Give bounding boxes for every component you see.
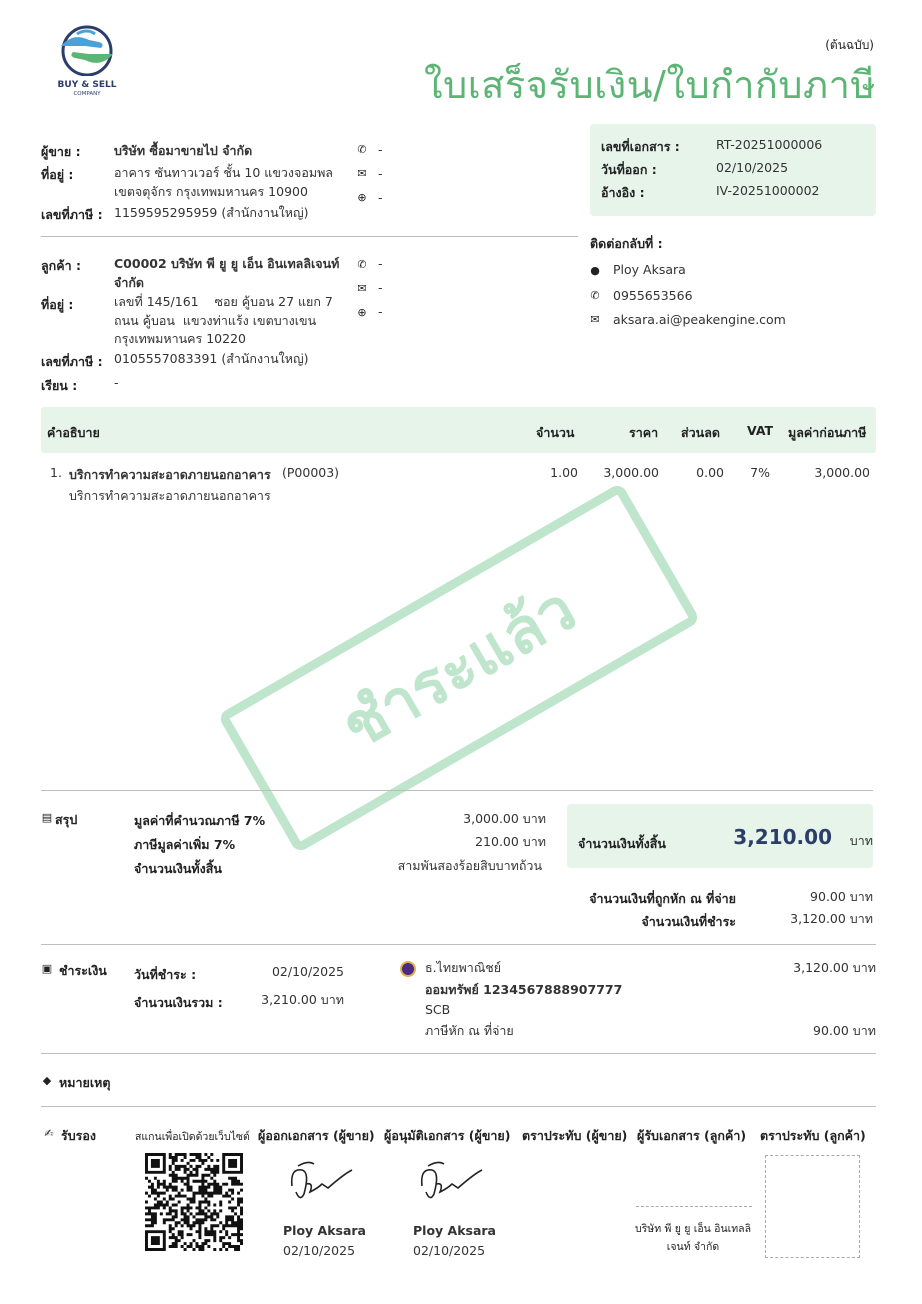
contact-phone: 0955653566 [613,288,693,303]
payment-wht-label: ภาษีหัก ณ ที่จ่าย [425,1023,514,1038]
col-quantity: จำนวน [536,425,575,440]
issuer-signature [288,1158,358,1208]
customer-stamp-box [765,1155,860,1258]
paid-stamp-text: ชำระแล้ว [329,571,588,764]
item-code: (P00003) [282,465,340,480]
wht-amount: 90.00 บาท [810,889,873,904]
table-row [41,463,876,511]
payment-sum-label: จำนวนเงินรวม : [134,995,223,1010]
customer-taxid-label: เลขที่ภาษี : [41,354,103,369]
seller-email: - [378,166,383,181]
seller-address-label: ที่อยู่ : [41,167,74,182]
payable-label: จำนวนเงินที่ชำระ [641,914,736,929]
qr-label: สแกนเพื่อเปิดด้วยเว็บไซต์ [135,1131,250,1143]
col-price: ราคา [629,425,659,440]
row-number: 1. [50,465,62,480]
wht-label: จำนวนเงินที่ถูกหัก ณ ที่จ่าย [589,891,736,906]
receiver-company-line1: บริษัท พี ยู ยู เอ็น อินเทลลิ [635,1223,751,1235]
seller-taxid-label: เลขที่ภาษี : [41,207,103,222]
company-logo [55,24,119,80]
handshake-logo-icon [55,24,119,76]
item-discount: 0.00 [696,465,724,480]
seller-label: ผู้ขาย : [41,144,81,159]
approver-name: Ploy Aksara [413,1223,496,1238]
reference: IV-20251000002 [716,183,820,198]
item-price: 3,000.00 [603,465,659,480]
item-detail: บริการทำความสะอาดภายนอกอาคาร [69,488,271,503]
issuer-label: ผู้ออกเอกสาร (ผู้ขาย) [258,1128,375,1143]
seller-phone: - [378,142,383,157]
divider [41,1106,876,1107]
bank-amount: 3,120.00 บาท [793,960,876,975]
customer-address-label: ที่อยู่ : [41,297,74,312]
globe-icon: ⊕ [357,306,367,319]
customer-phone: - [378,256,383,271]
divider [41,236,578,237]
payment-sum: 3,210.00 บาท [261,992,344,1007]
reference-label: อ้างอิง : [601,185,645,200]
payment-wht-amount: 90.00 บาท [813,1023,876,1038]
payment-date-label: วันที่ชำระ : [134,967,197,982]
logo-subtext: COMPANY [73,91,101,97]
seller-address-line1: อาคาร ซันทาวเวอร์ ชั้น 10 แขวงจอมพล [114,165,333,180]
vatable-amount: 3,000.00 บาท [463,811,546,826]
clipboard-icon: ▤ [41,811,53,824]
item-vat: 7% [750,465,770,480]
col-amount: มูลค่าก่อนภาษี [788,425,867,440]
bank-account: ออมทรัพย์ 1234567888907777 [425,982,623,997]
customer-taxid: 0105557083391 (สำนักงานใหญ่) [114,351,309,366]
seller-address-line2: เขตจตุจักร กรุงเทพมหานคร 10900 [114,184,308,199]
customer-stamp-label: ตราประทับ (ลูกค้า) [760,1128,866,1143]
receiver-signature-line [636,1206,752,1207]
envelope-icon: ✉ [590,313,600,326]
phone-icon: ✆ [357,143,367,156]
envelope-icon: ✉ [357,282,367,295]
customer-email: - [378,280,383,295]
items-table-header [41,407,876,453]
seller-web: - [378,190,383,205]
doc-number-label: เลขที่เอกสาร : [601,139,680,154]
phone-icon: ✆ [590,289,600,302]
grand-total-unit: บาท [849,833,873,848]
phone-icon: ✆ [357,258,367,271]
approver-signature [418,1158,488,1208]
vat-label: ภาษีมูลค่าเพิ่ม 7% [134,837,236,852]
document-title: ใบเสร็จรับเงิน/ใบกำกับภาษี [424,63,876,107]
seller-taxid: 1159595295959 (สำนักงานใหญ่) [114,205,309,220]
bank-name: ธ.ไทยพาณิชย์ [425,960,502,975]
issuer-date: 02/10/2025 [283,1243,356,1258]
customer-address-line1: เลขที่ 145/161 ซอย คู้บอน 27 แยก 7 [114,294,333,309]
customer-name-line2: จำกัด [114,275,145,290]
doc-number: RT-20251000006 [716,137,823,152]
item-amount: 3,000.00 [814,465,870,480]
contact-email: aksara.ai@peakengine.com [613,312,786,327]
seller-name: บริษัท ซื้อมาขายไป จำกัด [114,143,253,158]
globe-icon: ⊕ [357,191,367,204]
col-description: คำอธิบาย [47,425,100,440]
customer-address-line3: กรุงเทพมหานคร 10220 [114,331,246,346]
customer-address-line2: ถนน คู้บอน แขวงท่าแร้ง เขตบางเขน [114,313,317,328]
customer-web: - [378,304,383,319]
payable-amount: 3,120.00 บาท [790,911,873,926]
logo-text: BUY & SELL [57,80,117,90]
col-discount: ส่วนลด [681,425,720,440]
receiver-label: ผู้รับเอกสาร (ลูกค้า) [637,1128,747,1143]
notes-title: หมายเหตุ [59,1075,111,1090]
divider [41,944,876,945]
approval-title: รับรอง [61,1128,96,1143]
contact-name: Ploy Aksara [613,262,686,277]
payment-date: 02/10/2025 [271,964,344,979]
item-name: บริการทำความสะอาดภายนอกอาคาร [69,467,271,482]
signature-icon [418,1158,488,1204]
item-quantity: 1.00 [550,465,578,480]
signature-icon [288,1158,358,1204]
total-label: จำนวนเงินทั้งสิ้น [134,861,222,876]
bank-code: SCB [425,1002,451,1017]
summary-title: สรุป [55,812,78,827]
signature-icon: ✍ [44,1127,54,1140]
copy-label: (ต้นฉบับ) [825,38,874,52]
seller-stamp-label: ตราประทับ (ผู้ขาย) [522,1128,628,1143]
col-vat: VAT [747,423,774,438]
envelope-icon: ✉ [357,167,367,180]
approver-date: 02/10/2025 [413,1243,486,1258]
qr-code[interactable] [145,1153,243,1251]
customer-attn: - [114,375,119,390]
divider [41,1053,876,1054]
contact-label: ติดต่อกลับที่ : [590,236,663,251]
paid-stamp [217,482,701,854]
total-in-words: สามพันสองร้อยสิบบาทถ้วน [397,858,542,873]
cash-icon: ▣ [41,962,53,975]
customer-name-line1: C00002 บริษัท พี ยู ยู เอ็น อินเทลลิเจนท์ [114,256,340,271]
receiver-company-line2: เจนท์ จำกัด [666,1241,720,1253]
grand-total-label: จำนวนเงินทั้งสิ้น [578,836,666,851]
comment-icon: ◆ [42,1074,52,1087]
issuer-name: Ploy Aksara [283,1223,366,1238]
vat-amount: 210.00 บาท [475,834,546,849]
bank-logo-icon [400,961,416,977]
issue-date-label: วันที่ออก : [601,162,657,177]
payment-title: ชำระเงิน [59,963,107,978]
qr-code-icon [145,1153,243,1251]
customer-label: ลูกค้า : [41,258,81,273]
approver-label: ผู้อนุมัติเอกสาร (ผู้ขาย) [384,1128,511,1143]
grand-total-amount: 3,210.00 [733,825,832,849]
divider [41,790,873,791]
customer-attn-label: เรียน : [41,378,78,393]
vatable-label: มูลค่าที่คำนวณภาษี 7% [134,813,266,828]
issue-date: 02/10/2025 [716,160,789,175]
person-icon: ● [590,264,600,277]
